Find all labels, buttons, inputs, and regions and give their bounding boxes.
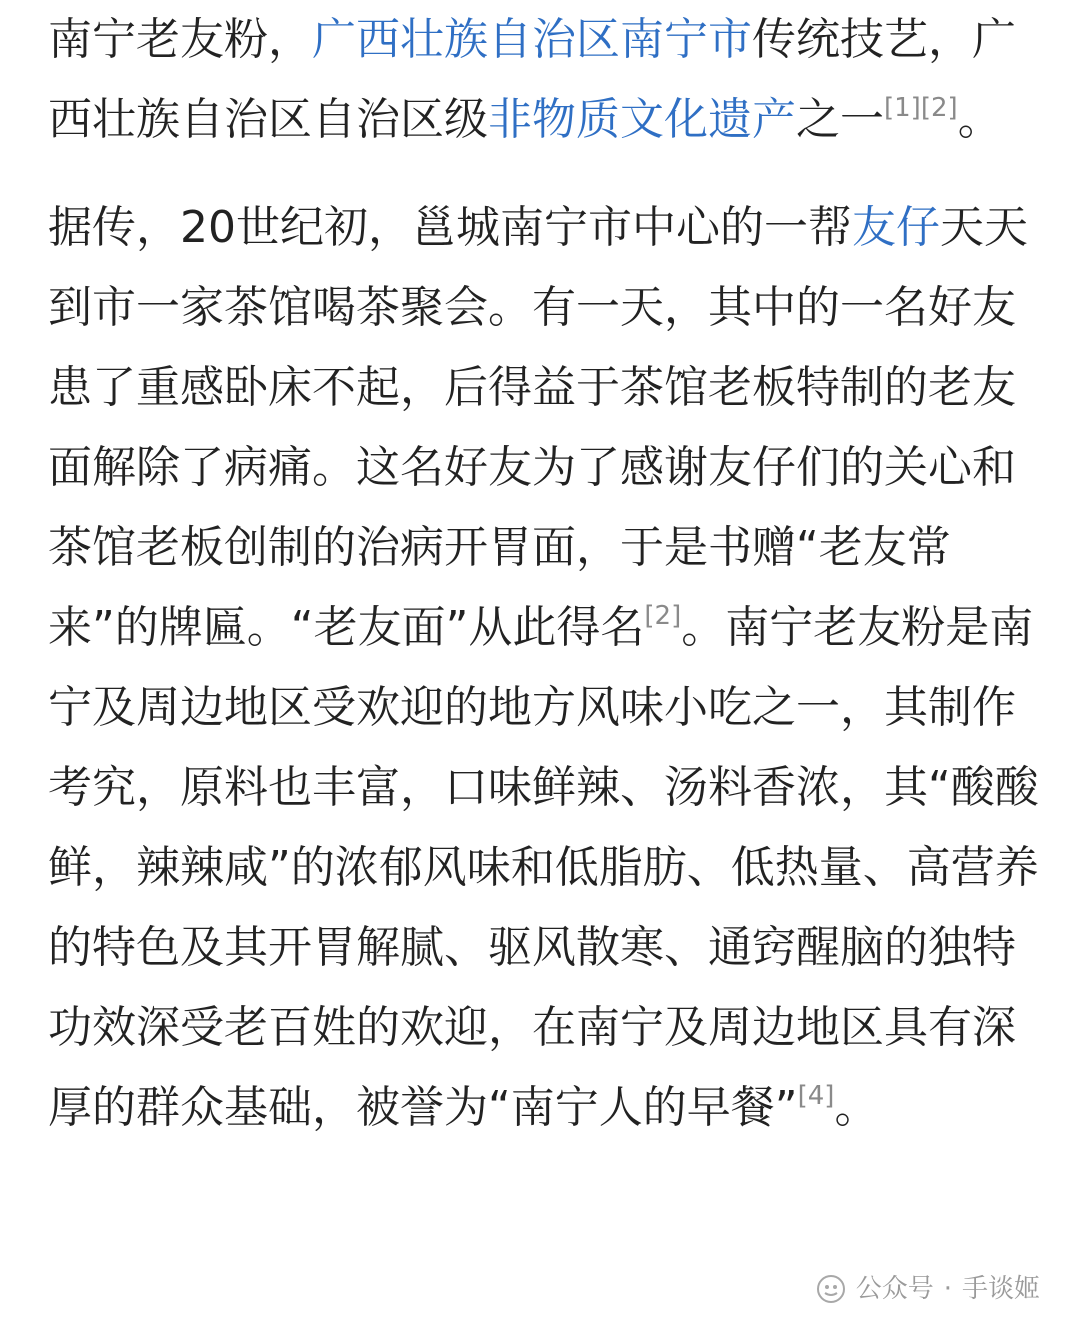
paragraph-history bbox=[48, 188, 1048, 1148]
citation-4[interactable]: [4] bbox=[797, 1081, 835, 1111]
link-youzai[interactable]: 友仔 bbox=[852, 202, 940, 253]
paragraph-text: 南宁老友粉， bbox=[48, 14, 312, 65]
paragraph-text: 天天到市一家茶馆喝茶聚会。有一天，其中的一名好友患了重感卧床不起，后得益于茶馆老板特制的老友面解除了病痛。这名好友为了感谢友仔们的关心和茶馆老板创制的治病开胃面，于是书赠“老友常来”的牌匾。“老友面”从此得名 bbox=[48, 202, 1028, 653]
watermark-author: 手谈姬 bbox=[961, 1274, 1040, 1304]
link-intangible-heritage[interactable]: 非物质文化遗产 bbox=[488, 94, 796, 145]
citation-2[interactable]: [2] bbox=[644, 601, 682, 631]
wechat-official-account-icon bbox=[816, 1274, 846, 1304]
paragraph-text: 。 bbox=[834, 1082, 879, 1133]
paragraph-text: 传统技艺，广西壮族自治区自治区级 bbox=[48, 14, 1016, 145]
citation-2[interactable]: [2] bbox=[920, 93, 958, 123]
watermark bbox=[812, 1272, 1044, 1306]
link-nanning-city[interactable]: 广西壮族自治区南宁市 bbox=[312, 14, 752, 65]
citation-1[interactable]: [1] bbox=[884, 93, 921, 123]
article-body bbox=[48, 0, 1048, 1148]
paragraph-text: 。南宁老友粉是南宁及周边地区受欢迎的地方风味小吃之一，其制作考究，原料也丰富，口味鲜辣、汤料香浓，其“酸酸鲜，辣辣咸”的浓郁风味和低脂肪、低热量、高营养的特色及其开胃解腻、驱风散寒、通窍醒脑的独特功效深受老百姓的欢迎，在南宁及周边地区具有深厚的群众基础，被誉为“南宁人的早餐” bbox=[48, 602, 1039, 1133]
paragraph-text: 。 bbox=[957, 94, 1002, 145]
watermark-source: 公众号 bbox=[855, 1274, 934, 1304]
paragraph-intro bbox=[48, 0, 1048, 160]
watermark-separator: · bbox=[943, 1274, 952, 1304]
paragraph-text: 之一 bbox=[796, 94, 884, 145]
paragraph-text: 据传，20世纪初，邕城南宁市中心的一帮 bbox=[48, 202, 852, 253]
